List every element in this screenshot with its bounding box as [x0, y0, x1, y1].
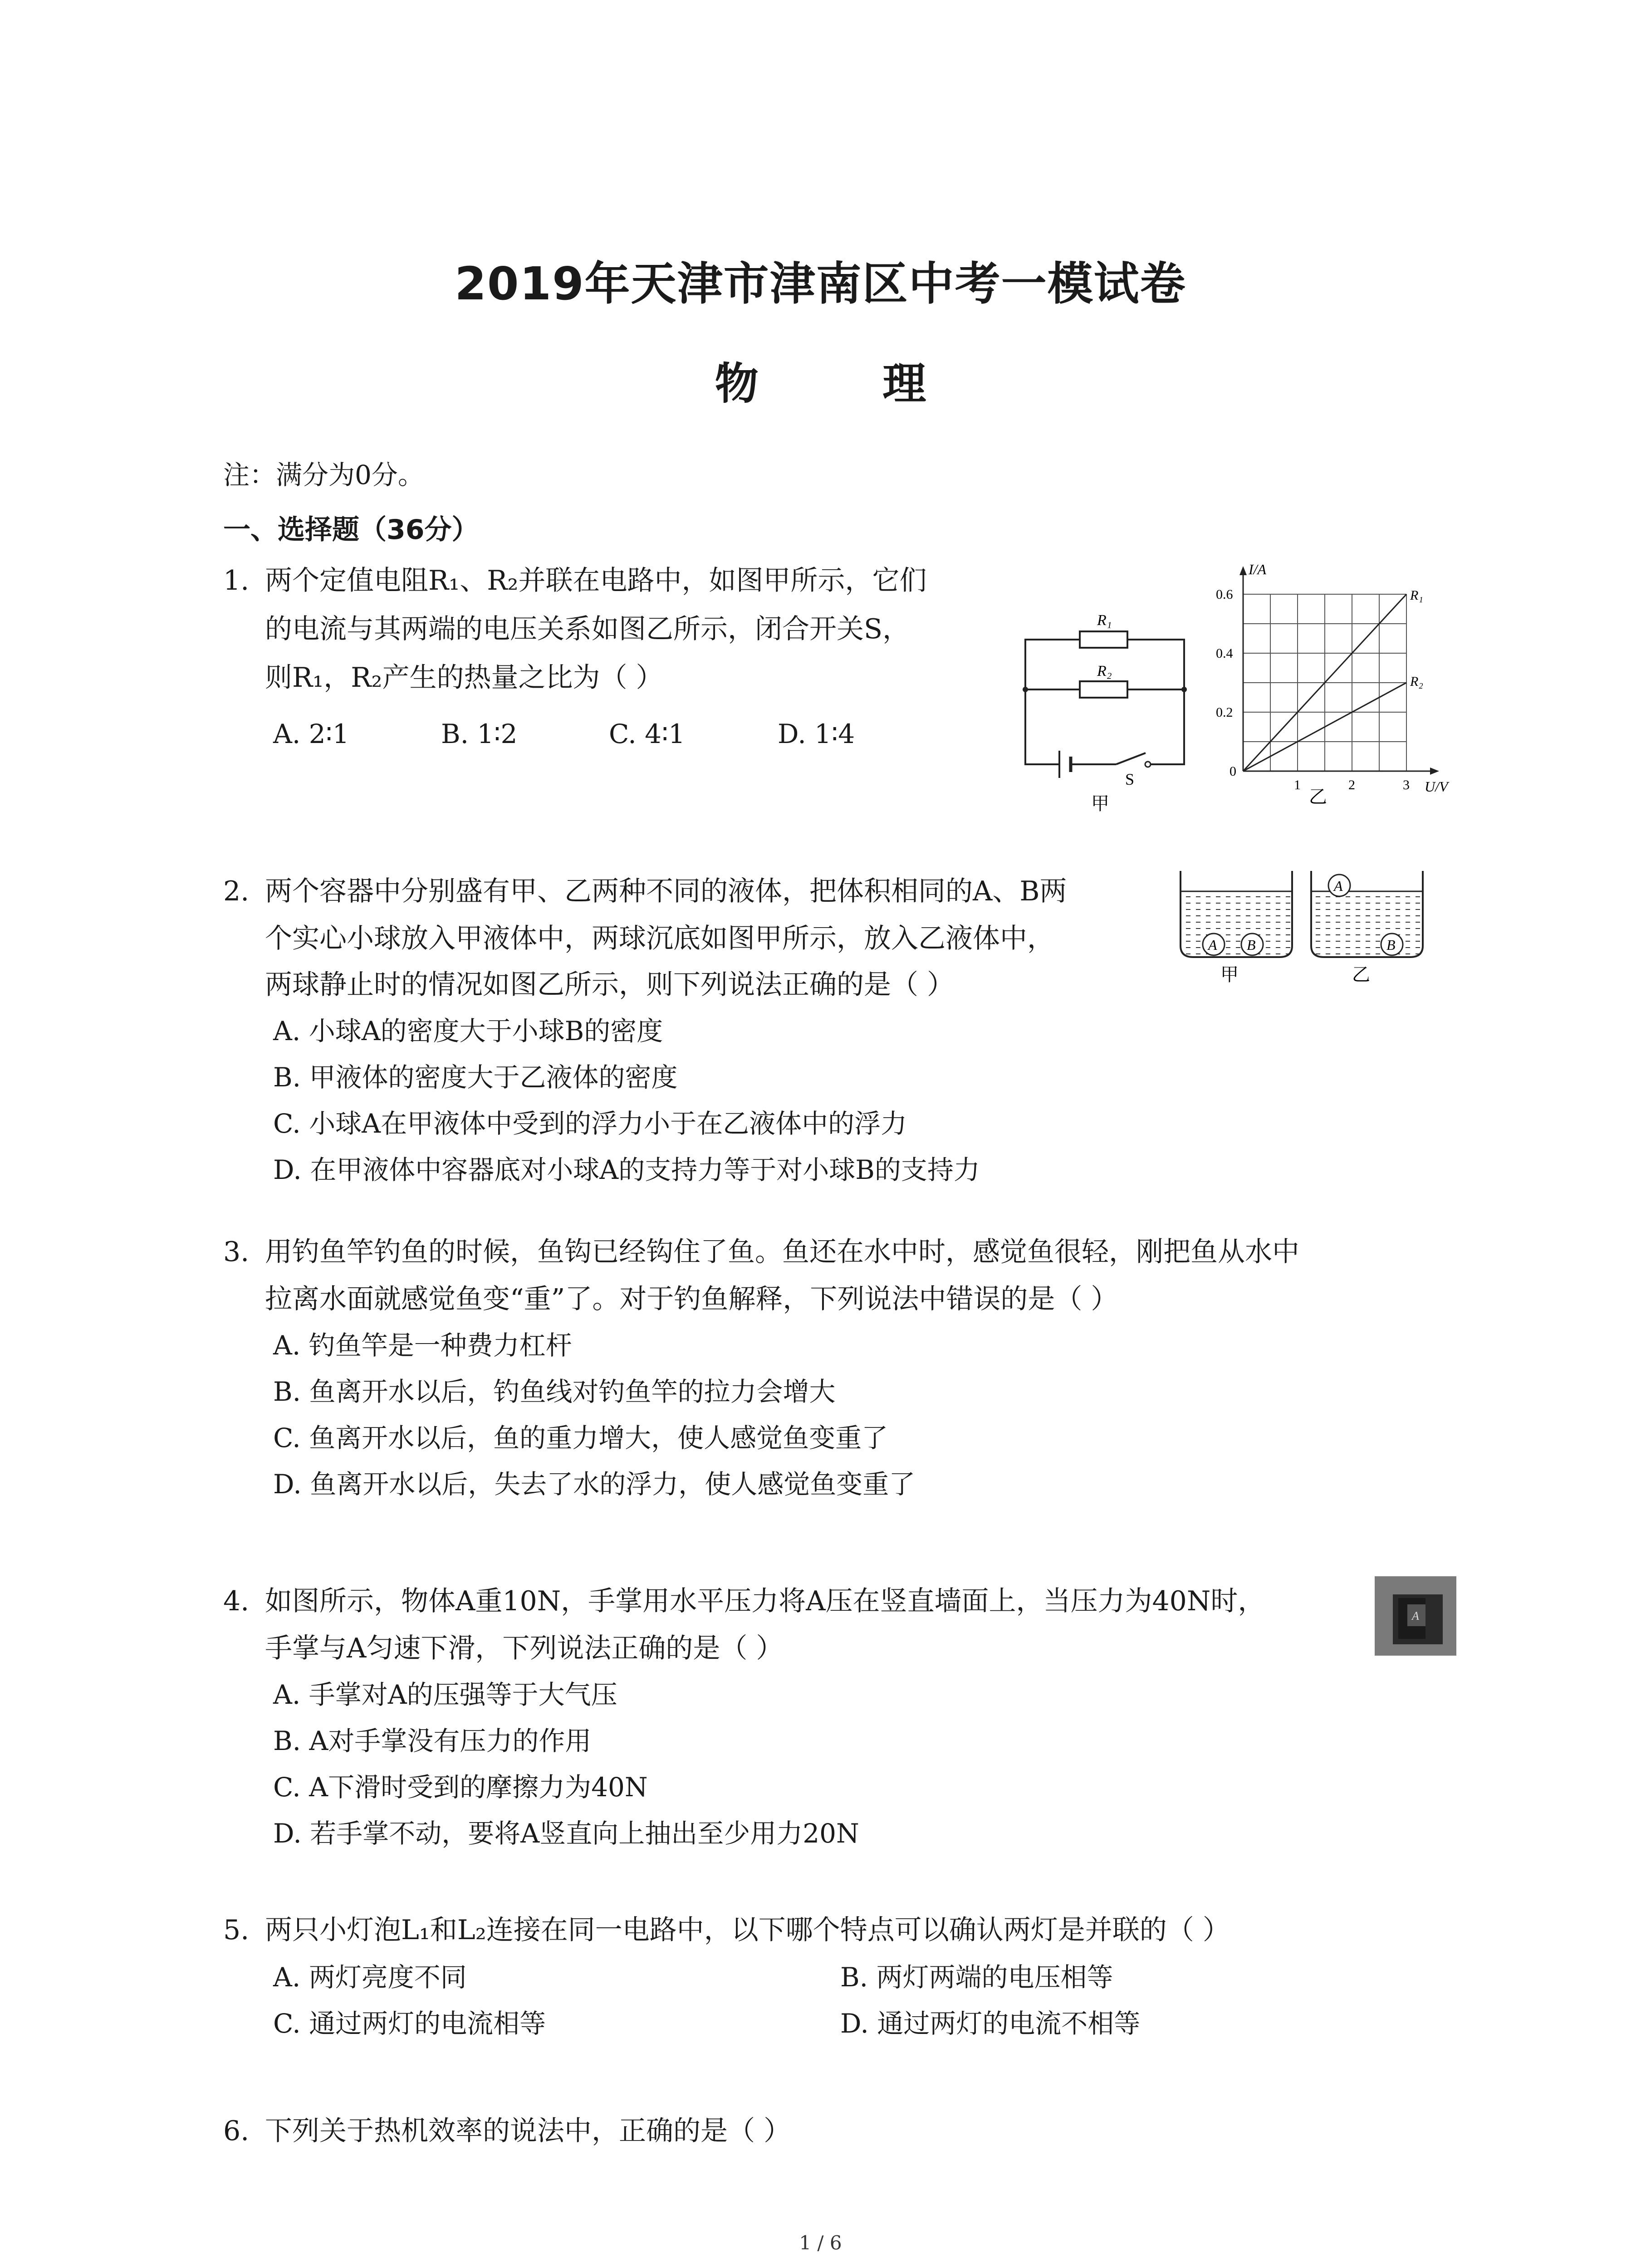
line-r1-label: R₁: [1410, 588, 1423, 603]
resistor-r1-label: R₁: [1097, 612, 1112, 629]
question-3: [223, 1229, 1448, 1520]
question-number: 1.: [223, 565, 250, 596]
y-tick: 0.6: [1216, 587, 1233, 602]
y-tick: 0.2: [1216, 705, 1233, 720]
question-number: 4.: [223, 1585, 250, 1617]
option-a: A. 小球A的密度大于小球B的密度: [273, 1016, 663, 1046]
ball-b-label: B: [1386, 937, 1396, 953]
question-line: 则R₁，R₂产生的热量之比为（ ）: [265, 662, 663, 694]
object-a-label: A: [1412, 1609, 1419, 1623]
y-tick: 0: [1230, 764, 1236, 779]
option-a: A. 手掌对A的压强等于大气压: [273, 1679, 617, 1710]
switch-label: S: [1125, 770, 1135, 788]
ball-a-label: A: [1334, 878, 1343, 894]
option-b: B. 鱼离开水以后，钓鱼线对钓鱼竿的拉力会增大: [273, 1376, 836, 1407]
question-line: 拉离水面就感觉鱼变“重”了。对于钓鱼解释，下列说法中错误的是（ ）: [265, 1283, 1118, 1315]
question-line: 两球静止时的情况如图乙所示，则下列说法正确的是（ ）: [265, 969, 955, 1001]
option-a: A. 2∶1: [273, 719, 349, 749]
question-line: 如图所示，物体A重10N，手掌用水平压力将A压在竖直墙面上，当压力为40N时，: [265, 1585, 1265, 1617]
option-a: A. 钓鱼竿是一种费力杠杆: [273, 1330, 572, 1361]
section-heading: 一、选择题（36分）: [223, 514, 479, 546]
subject-heading: 物 理: [715, 358, 981, 409]
x-axis-label: U/V: [1425, 778, 1448, 795]
right-caption: 乙: [1352, 964, 1370, 984]
option-d: D. 若手掌不动，要将A竖直向上抽出至少用力20N: [273, 1818, 859, 1849]
option-c: C. 小球A在甲液体中受到的浮力小于在乙液体中的浮力: [273, 1108, 907, 1139]
left-caption: 甲: [1220, 964, 1239, 984]
containers-figure: [1175, 862, 1429, 984]
x-tick: 1: [1294, 777, 1301, 792]
question-number: 3.: [223, 1236, 250, 1268]
x-tick: 3: [1403, 777, 1410, 792]
ball-a-label: A: [1208, 937, 1217, 953]
option-c: C. 4∶1: [609, 719, 686, 749]
option-c: C. 通过两灯的电流相等: [273, 2008, 546, 2039]
question-6: [223, 2108, 1448, 2158]
option-c: C. A下滑时受到的摩擦力为40N: [273, 1772, 648, 1803]
option-b: B. 甲液体的密度大于乙液体的密度: [273, 1062, 678, 1093]
circuit-caption: 甲: [1091, 793, 1109, 812]
option-d: D. 在甲液体中容器底对小球A的支持力等于对小球B的支持力: [273, 1154, 980, 1185]
question-number: 2.: [223, 875, 250, 907]
option-b: B. A对手掌没有压力的作用: [273, 1725, 592, 1756]
question-5: [223, 1907, 1448, 2053]
option-b: B. 1∶2: [441, 719, 518, 749]
question-number: 6.: [223, 2115, 250, 2147]
question-1: [223, 558, 1040, 785]
question-4: [223, 1579, 1448, 1869]
question-line: 两个容器中分别盛有甲、乙两种不同的液体，把体积相同的A、B两: [265, 875, 1067, 907]
question-line: 两个定值电阻R₁、R₂并联在电路中，如图甲所示，它们: [265, 565, 927, 596]
score-note: 注：满分为0分。: [223, 459, 424, 490]
question-line: 用钓鱼竿钓鱼的时候，鱼钩已经钩住了鱼。鱼还在水中时，感觉鱼很轻，刚把鱼从水中: [265, 1236, 1299, 1268]
option-c: C. 鱼离开水以后，鱼的重力增大，使人感觉鱼变重了: [273, 1422, 888, 1453]
iv-graph: [1198, 562, 1461, 816]
option-d: D. 鱼离开水以后，失去了水的浮力，使人感觉鱼变重了: [273, 1469, 916, 1500]
y-axis-label: I/A: [1249, 562, 1267, 577]
option-a: A. 两灯亮度不同: [273, 1962, 467, 1993]
option-d: D. 1∶4: [778, 719, 855, 749]
page-title: 2019年天津市津南区中考一模试卷: [455, 257, 1186, 310]
line-r2-label: R₂: [1410, 674, 1423, 689]
x-tick: 2: [1348, 777, 1355, 792]
ball-b-label: B: [1247, 937, 1256, 953]
option-b: B. 两灯两端的电压相等: [840, 1962, 1113, 1993]
question-line: 两只小灯泡L₁和L₂连接在同一电路中，以下哪个特点可以确认两灯是并联的（ ）: [265, 1914, 1230, 1946]
question-number: 5.: [223, 1914, 250, 1946]
question-line: 的电流与其两端的电压关系如图乙所示，闭合开关S，: [265, 613, 910, 645]
page-number: 1 / 6: [799, 2232, 842, 2254]
graph-caption: 乙: [1309, 787, 1327, 807]
option-d: D. 通过两灯的电流不相等: [840, 2008, 1141, 2039]
hand-wall-photo: [1375, 1576, 1456, 1656]
question-line: 个实心小球放入甲液体中，两球沉底如图甲所示，放入乙液体中，: [265, 923, 1054, 954]
question-line: 手掌与A匀速下滑，下列说法正确的是（ ）: [265, 1633, 784, 1664]
y-tick: 0.4: [1216, 646, 1233, 661]
resistor-r2-label: R₂: [1097, 663, 1112, 679]
circuit-diagram: [1016, 603, 1198, 812]
question-line: 下列关于热机效率的说法中，正确的是（ ）: [265, 2115, 791, 2147]
